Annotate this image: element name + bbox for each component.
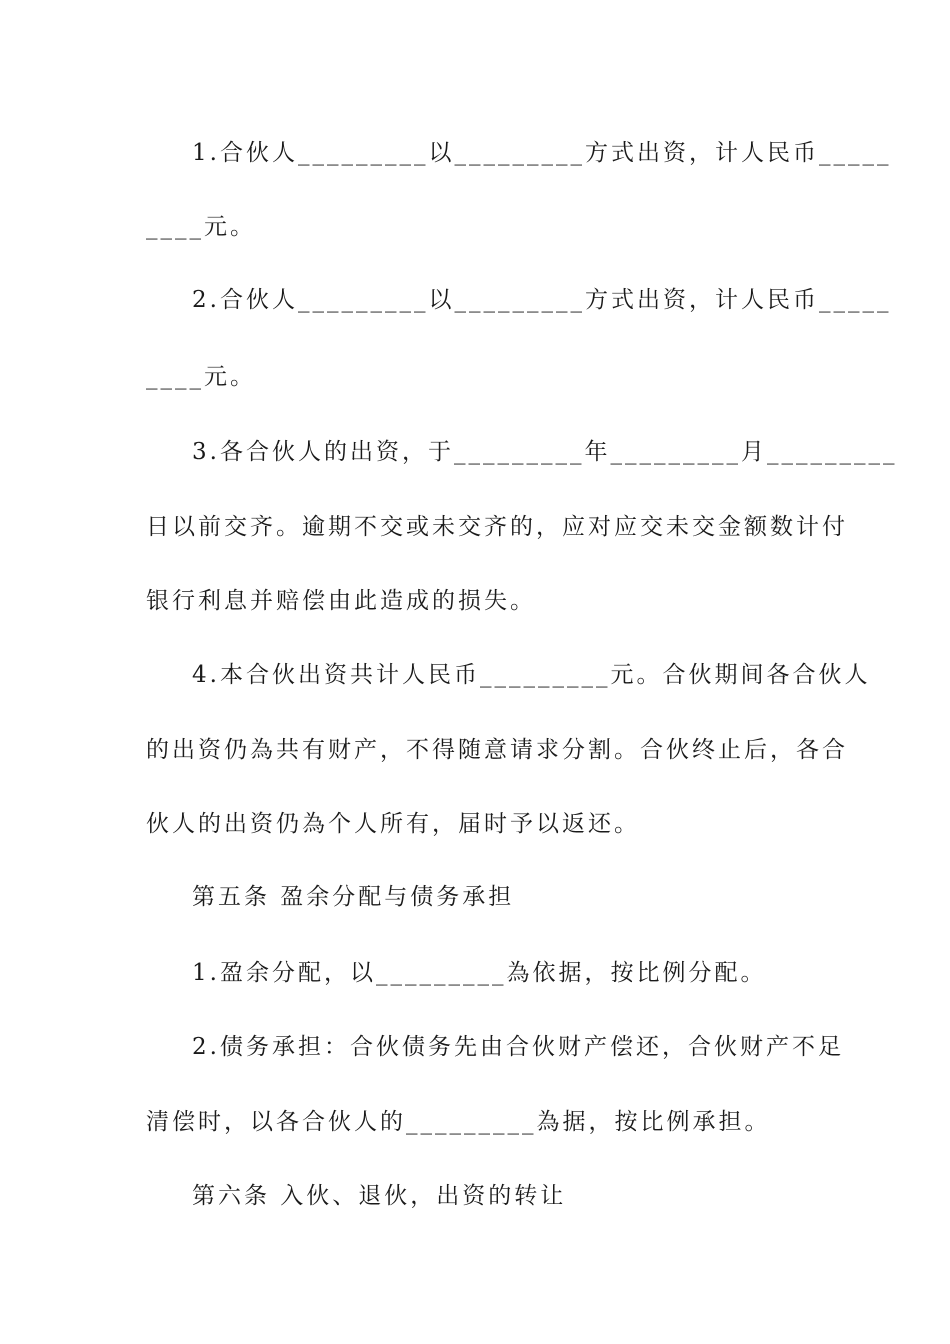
paragraph-line: 伙人的出资仍為个人所有，届时予以返还。 — [146, 811, 640, 837]
paragraph-line: 1.盈余分配，以_________為依据，按比例分配。 — [192, 960, 767, 986]
paragraph-line: ____元。 — [146, 214, 256, 240]
paragraph-line: 的出资仍為共有财产，不得随意请求分割。合伙终止后，各合 — [146, 737, 848, 763]
paragraph-line: 日以前交齐。逾期不交或未交齐的，应对应交未交金额数计付 — [146, 514, 848, 540]
paragraph-line: 2.合伙人_________以_________方式出资，计人民币_____ — [192, 287, 892, 313]
section-heading: 第六条 入伙、退伙，出资的转让 — [192, 1183, 567, 1209]
paragraph-line: 4.本合伙出资共计人民币_________元。合伙期间各合伙人 — [192, 662, 871, 688]
paragraph-line: 银行利息并赔偿由此造成的损失。 — [146, 588, 536, 614]
section-heading: 第五条 盈余分配与债务承担 — [192, 884, 515, 910]
paragraph-line: ____元。 — [146, 364, 256, 390]
paragraph-line: 3.各合伙人的出资，于_________年_________月_________ — [192, 439, 898, 465]
paragraph-line: 1.合伙人_________以_________方式出资，计人民币_____ — [192, 140, 892, 166]
paragraph-line: 清偿时，以各合伙人的_________為据，按比例承担。 — [146, 1109, 771, 1135]
paragraph-line: 2.债务承担：合伙债务先由合伙财产偿还，合伙财产不足 — [192, 1034, 844, 1060]
